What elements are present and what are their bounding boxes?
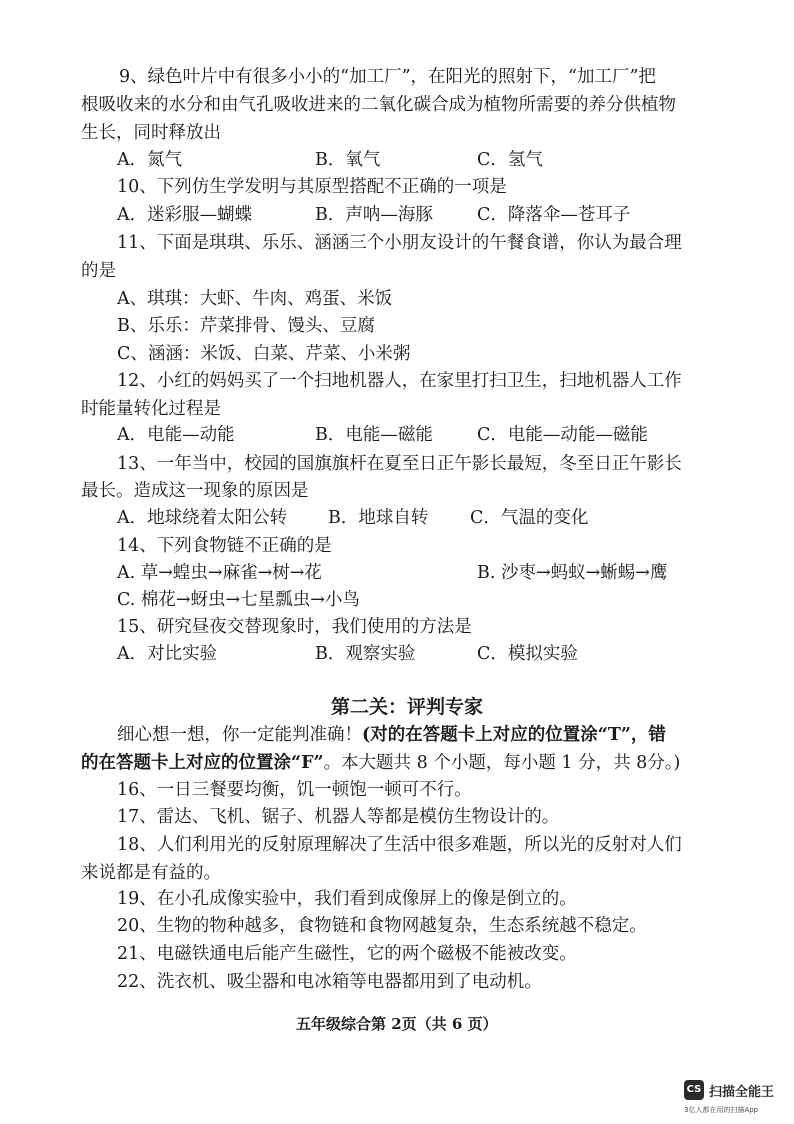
statement-21: 21、电磁铁通电后能产生磁性，它的两个磁极不能被改变。: [117, 944, 577, 964]
q14-option-a: A. 草→蝗虫→麻雀→树→花: [117, 563, 322, 583]
q9-option-c: C．氢气: [477, 150, 543, 170]
q11-option-b: B、乐乐：芹菜排骨、馒头、豆腐: [117, 316, 375, 336]
section-2-intro-line-2: [81, 750, 680, 776]
watermark-tagline: 3亿人都在用的扫描App: [684, 1106, 759, 1114]
q10-option-c: C．降落伞—苍耳子: [477, 205, 631, 225]
statement-18-line-2: 来说都是有益的。: [81, 863, 221, 883]
statement-18-line-1: 18、人们利用光的反射原理解决了生活中很多难题，所以光的反射对人们: [117, 835, 682, 855]
section-2-title: 第二关：评判专家: [331, 696, 484, 718]
section-2-intro-line-1: [117, 722, 666, 748]
intro-plain-text-2: 。本大题共 8 个小题，每小题 1 分，共 8分。): [323, 753, 681, 773]
page-footer: 五年级综合第 2页（共 6 页）: [296, 1015, 498, 1033]
q9-line-2: 根吸收来的水分和由气孔吸收进来的二氧化碳合成为植物所需要的养分供植物: [81, 95, 676, 115]
q15-option-c: C．模拟实验: [477, 644, 578, 664]
q12-option-a: A．电能—动能: [117, 425, 235, 445]
q14-option-b: B. 沙枣→蚂蚁→蜥蜴→鹰: [477, 563, 668, 583]
intro-plain-text: 细心想一想，你一定能判准确！: [117, 725, 362, 745]
q13-option-a: A．地球绕着太阳公转: [117, 508, 288, 528]
q13-line-1: 13、一年当中，校园的国旗旗杆在夏至日正午影长最短，冬至日正午影长: [117, 454, 682, 474]
q11-line-1: 11、下面是琪琪、乐乐、涵涵三个小朋友设计的午餐食谱，你认为最合理: [117, 233, 682, 253]
q11-option-a: A、琪琪：大虾、牛肉、鸡蛋、米饭: [117, 289, 393, 309]
q13-option-c: C．气温的变化: [470, 508, 589, 528]
q10-option-b: B．声呐—海豚: [315, 205, 433, 225]
q9-option-b: B．氧气: [315, 150, 381, 170]
statement-16: 16、一日三餐要均衡，饥一顿饱一顿可不行。: [117, 780, 472, 800]
q14-line-1: 14、下列食物链不正确的是: [117, 536, 332, 556]
intro-bold-text: (对的在答题卡上对应的位置涂“T”，错: [362, 725, 666, 745]
cs-logo-icon: CS: [684, 1080, 704, 1100]
q10-option-a: A．迷彩服—蝴蝶: [117, 205, 253, 225]
q14-option-c: C. 棉花→蚜虫→七星瓢虫→小鸟: [117, 590, 360, 610]
q9-line-3: 生长，同时释放出: [81, 123, 221, 143]
watermark-app-name: 扫描全能王: [709, 1085, 775, 1100]
q9-option-a: A．氮气: [117, 150, 183, 170]
intro-bold-text-2: 的在答题卡上对应的位置涂“F”: [81, 753, 324, 773]
q15-option-b: B．观察实验: [315, 644, 416, 664]
statement-20: 20、生物的物种越多，食物链和食物网越复杂，生态系统越不稳定。: [117, 916, 647, 936]
q9-line-1: 9、绿色叶片中有很多小小的“加工厂”，在阳光的照射下，“加工厂”把: [119, 67, 656, 87]
q12-option-c: C．电能—动能—磁能: [477, 425, 648, 445]
q10-line-1: 10、下列仿生学发明与其原型搭配不正确的一项是: [117, 177, 507, 197]
statement-22: 22、洗衣机、吸尘器和电冰箱等电器都用到了电动机。: [117, 972, 542, 992]
q12-line-1: 12、小红的妈妈买了一个扫地机器人，在家里打扫卫生，扫地机器人工作: [117, 371, 682, 391]
q12-option-b: B．电能—磁能: [315, 425, 433, 445]
q15-option-a: A．对比实验: [117, 644, 218, 664]
q11-option-c: C、涵涵：米饭、白菜、芹菜、小米粥: [117, 344, 411, 364]
q12-line-2: 时能量转化过程是: [81, 399, 221, 419]
q13-option-b: B．地球自转: [328, 508, 429, 528]
q13-line-2: 最长。造成这一现象的原因是: [81, 481, 309, 501]
statement-19: 19、在小孔成像实验中，我们看到成像屏上的像是倒立的。: [117, 889, 577, 909]
q11-line-2: 的是: [81, 261, 116, 281]
scanner-watermark: [684, 1080, 784, 1120]
q15-line-1: 15、研究昼夜交替现象时，我们使用的方法是: [117, 617, 472, 637]
statement-17: 17、雷达、飞机、锯子、机器人等都是模仿生物设计的。: [117, 807, 560, 827]
